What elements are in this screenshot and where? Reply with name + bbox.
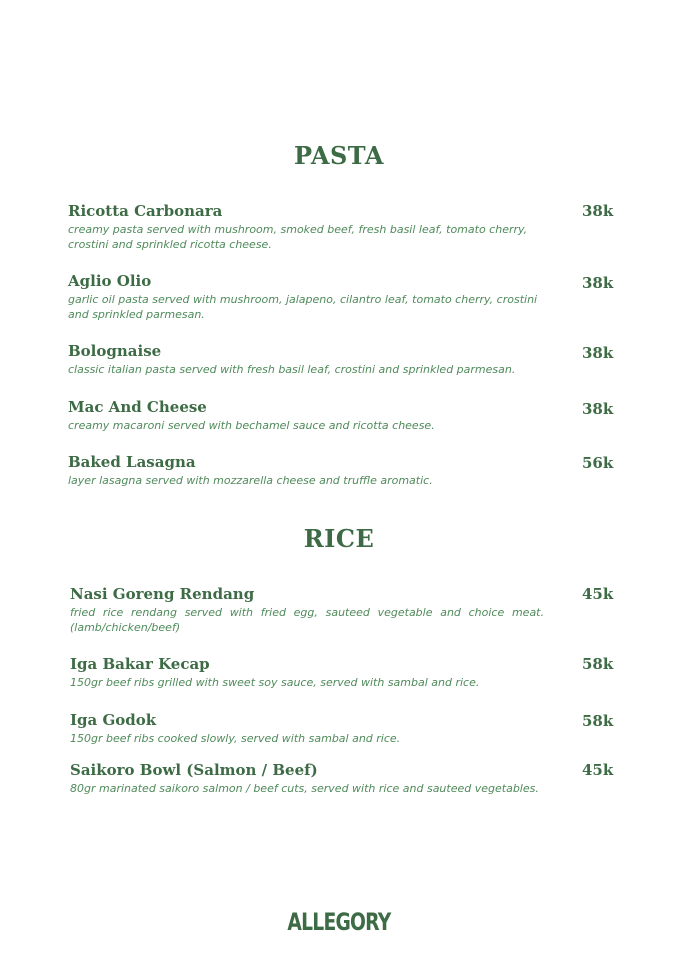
- section-title-pasta: PASTA: [294, 141, 384, 170]
- item-price: 38k: [582, 344, 614, 362]
- item-name: Mac And Cheese: [68, 398, 207, 416]
- item-price: 45k: [582, 761, 614, 779]
- item-price: 38k: [582, 202, 614, 220]
- item-price: 58k: [582, 655, 614, 673]
- item-description: fried rice rendang served with fried egg, sauteed vegetable and choice meat. (lamb/chicken/beef): [70, 606, 544, 634]
- item-name: Nasi Goreng Rendang: [70, 585, 255, 603]
- item-name: Bolognaise: [68, 342, 162, 360]
- item-description: garlic oil pasta served with mushroom, jalapeno, cilantro leaf, tomato cherry, crostini and sprinkled parmesan.: [68, 293, 538, 321]
- menu-item: [68, 202, 538, 252]
- item-name: Iga Godok: [70, 711, 157, 729]
- item-description: 150gr beef ribs grilled with sweet soy sauce, served with sambal and rice.: [70, 676, 480, 689]
- item-price: 58k: [582, 712, 614, 730]
- item-description: creamy macaroni served with bechamel sauce and ricotta cheese.: [68, 419, 435, 432]
- menu-item: [68, 453, 548, 488]
- menu-item: [70, 585, 544, 635]
- menu-item: [70, 761, 560, 796]
- menu-item: [68, 342, 548, 377]
- item-description: creamy pasta served with mushroom, smoked beef, fresh basil leaf, tomato cherry, crostini and sprinkled ricotta cheese.: [68, 223, 528, 251]
- item-name: Baked Lasagna: [68, 453, 196, 471]
- item-name: Saikoro Bowl (Salmon / Beef): [70, 761, 318, 779]
- item-price: 38k: [582, 274, 614, 292]
- item-price: 38k: [582, 400, 614, 418]
- menu-item: [70, 711, 550, 746]
- menu-item: [70, 655, 550, 690]
- item-name: Iga Bakar Kecap: [70, 655, 210, 673]
- section-title-rice: RICE: [303, 524, 375, 553]
- menu-item: [68, 398, 548, 433]
- menu-item: [68, 272, 544, 322]
- item-name: Ricotta Carbonara: [68, 202, 223, 220]
- item-description: 80gr marinated saikoro salmon / beef cuts, served with rice and sauteed vegetables.: [70, 782, 539, 795]
- brand-logo: ALLEGORY: [287, 908, 391, 936]
- item-name: Aglio Olio: [68, 272, 152, 290]
- item-price: 45k: [582, 585, 614, 603]
- item-description: classic italian pasta served with fresh basil leaf, crostini and sprinkled parmesan.: [68, 363, 516, 376]
- item-price: 56k: [582, 454, 614, 472]
- item-description: 150gr beef ribs cooked slowly, served with sambal and rice.: [70, 732, 401, 745]
- item-description: layer lasagna served with mozzarella cheese and truffle aromatic.: [68, 474, 433, 487]
